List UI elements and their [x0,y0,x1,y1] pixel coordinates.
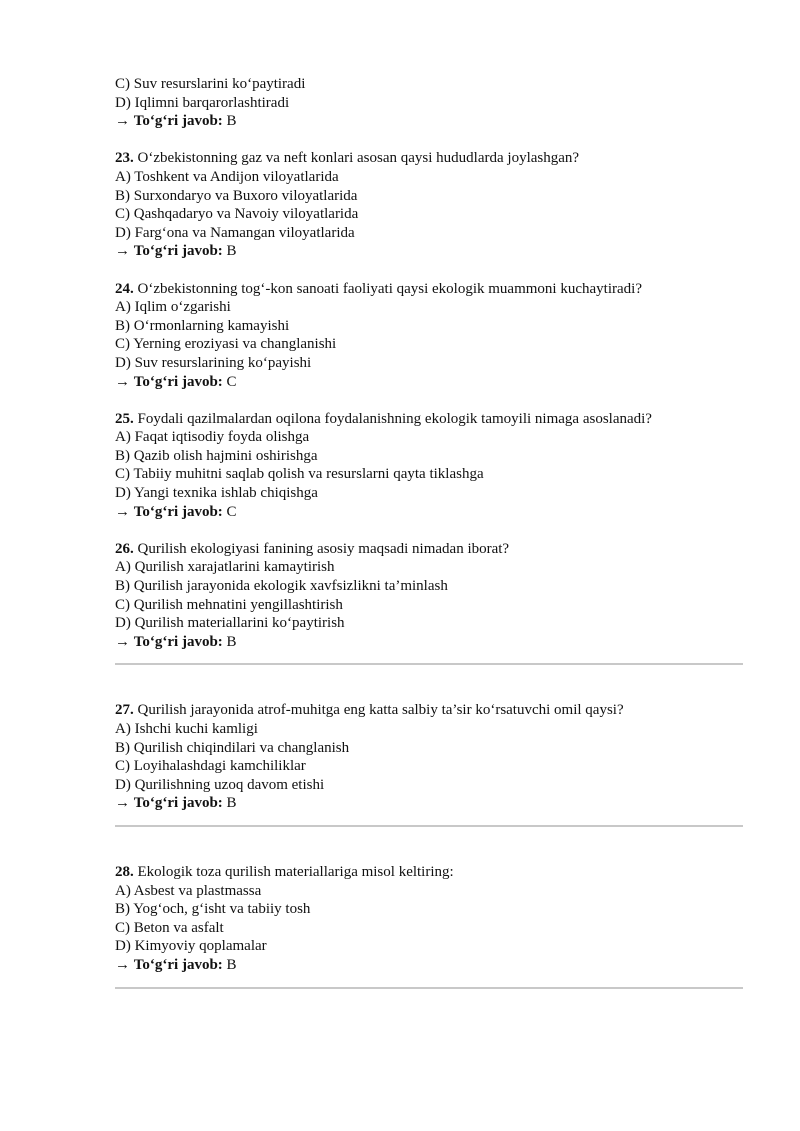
question-number: 25. [115,410,134,427]
option: B) Qurilish chiqindilari va changlanish [115,739,350,756]
question-block-25 [115,410,743,522]
option: A) Iqlim o‘zgarishi [115,299,231,316]
option: D) Yangi texnika ishlab chiqishga [115,485,318,502]
question-number: 23. [115,150,134,167]
option: B) Yog‘och, g‘isht va tabiiy tosh [115,901,311,918]
answer-value: B [226,243,237,260]
option: D) Kimyoviy qoplamalar [115,938,267,955]
document-page [115,75,743,989]
option: D) Iqlimni barqarorlashtiradi [115,94,290,111]
answer-line [115,503,743,522]
question-block-prev [115,75,743,131]
arrow-icon: → [115,373,130,390]
question-number: 24. [115,280,134,297]
answer-line [115,794,743,813]
question-stem: Qurilish ekologiyasi fanining asosiy maqsadi nimadan iborat? [137,540,510,557]
option: D) Suv resurslarining ko‘payishi [115,354,312,371]
question-text [115,280,743,299]
answer-label: To‘g‘ri javob: [133,243,223,260]
arrow-icon: → [115,795,130,812]
question-text [115,701,743,720]
question-text [115,410,743,429]
question-stem: Qurilish jarayonida atrof-muhitga eng katta salbiy ta’sir ko‘rsatuvchi omil qaysi? [137,702,624,719]
answer-label: To‘g‘ri javob: [133,633,223,650]
question-block-23 [115,149,743,261]
arrow-icon: → [115,503,130,520]
answer-value: B [226,633,237,650]
answer-value: B [226,956,237,973]
question-block-26 [115,540,743,652]
option: C) Suv resurslarini ko‘paytiradi [115,76,306,92]
option: B) O‘rmonlarning kamayishi [115,317,290,334]
answer-line [115,242,743,261]
option: A) Asbest va plastmassa [115,882,262,899]
question-number: 27. [115,702,134,719]
arrow-icon: → [115,633,130,650]
option: A) Qurilish xarajatlarini kamaytirish [115,559,335,576]
option: A) Ishchi kuchi kamligi [115,721,258,737]
question-text [115,149,743,168]
answer-value: C [226,373,237,390]
option: D) Farg‘ona va Namangan viloyatlarida [115,224,355,241]
arrow-icon: → [115,956,130,973]
option: B) Qazib olish hajmini oshirishga [115,447,318,464]
question-block-27 [115,701,743,813]
answer-label: To‘g‘ri javob: [133,795,223,812]
option: C) Qashqadaryo va Navoiy viloyatlarida [115,206,359,223]
answer-line [115,633,743,652]
horizontal-divider [115,987,743,989]
question-block-24 [115,280,743,392]
option: C) Qurilish mehnatini yengillashtirish [115,596,343,613]
arrow-icon: → [115,243,130,260]
option: C) Loyihalashdagi kamchiliklar [115,758,306,775]
answer-value: B [226,113,237,130]
question-text [115,540,743,559]
option: D) Qurilish materiallarini ko‘paytirish [115,615,345,632]
question-stem: Foydali qazilmalardan oqilona foydalanishning ekologik tamoyili nimaga asoslanadi? [137,410,652,427]
arrow-icon: → [115,113,130,130]
answer-label: To‘g‘ri javob: [133,956,223,973]
option: C) Tabiiy muhitni saqlab qolish va resurslarni qayta tiklashga [115,466,484,483]
answer-line [115,373,743,392]
question-stem: O‘zbekistonning tog‘-kon sanoati faoliyati qaysi ekologik muammoni kuchaytiradi? [137,280,642,297]
answer-label: To‘g‘ri javob: [133,503,223,520]
question-number: 26. [115,540,134,557]
option: A) Faqat iqtisodiy foyda olishga [115,429,310,446]
answer-line [115,956,743,975]
option: B) Surxondaryo va Buxoro viloyatlarida [115,187,358,204]
option: C) Yerning eroziyasi va changlanishi [115,336,337,353]
option: A) Toshkent va Andijon viloyatlarida [115,168,339,185]
answer-value: C [226,503,237,520]
question-text [115,863,743,882]
question-stem: Ekologik toza qurilish materiallariga misol keltiring: [137,863,454,880]
question-stem: O‘zbekistonning gaz va neft konlari asosan qaysi hududlarda joylashgan? [137,150,580,167]
answer-label: To‘g‘ri javob: [133,113,223,130]
option: D) Qurilishning uzoq davom etishi [115,776,325,793]
answer-value: B [226,795,237,812]
option: B) Qurilish jarayonida ekologik xavfsizlikni ta’minlash [115,578,448,595]
answer-label: To‘g‘ri javob: [133,373,223,390]
question-number: 28. [115,863,134,880]
question-block-28 [115,863,743,975]
answer-line [115,112,743,131]
option: C) Beton va asfalt [115,919,224,936]
